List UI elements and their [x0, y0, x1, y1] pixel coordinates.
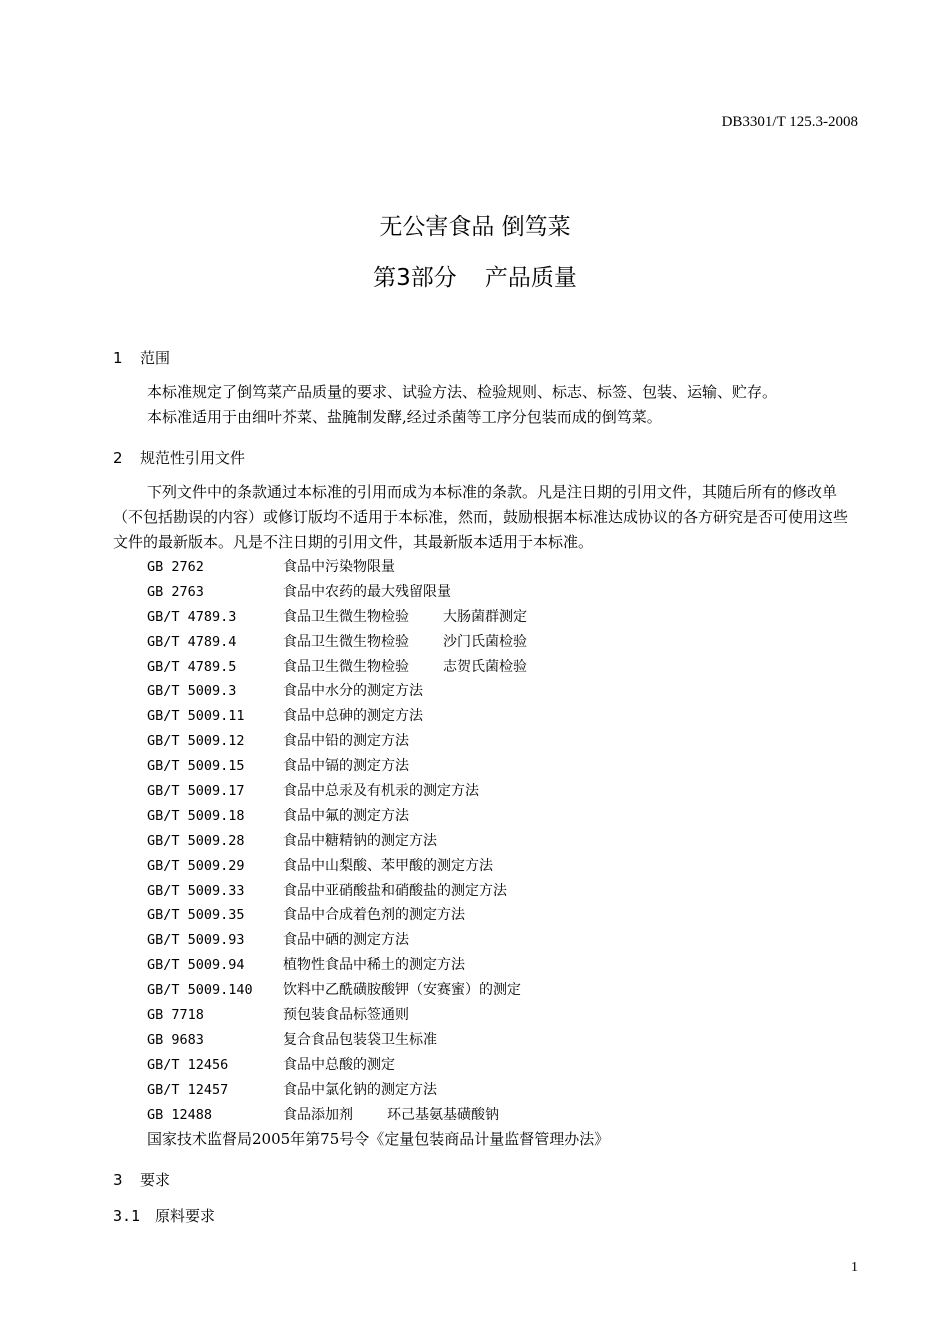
reference-item: [147, 1078, 527, 1103]
reference-title: 食品中糖精钠的测定方法: [283, 832, 437, 849]
section-number: 1: [113, 349, 123, 367]
normative-intro-paragraph: 下列文件中的条款通过本标准的引用而成为本标准的条款。凡是注日期的引用文件，其随后所有的修改单（不包括勘误的内容）或修订版均不适用于本标准，然而，鼓励根据本标准达成协议的各方研究是否可使用这些文件的最新版本。凡是不注日期的引用文件，其最新版本适用于本标准。: [113, 483, 849, 551]
reference-title: 食品中总砷的测定方法: [283, 708, 423, 725]
reference-title: 食品中山梨酸、苯甲酸的测定方法: [283, 857, 493, 874]
reference-subtitle: 志贺氏菌检验: [443, 658, 527, 675]
reference-title: 食品卫生微生物检验: [283, 608, 409, 625]
reference-title: 食品中农药的最大残留限量: [283, 583, 451, 600]
section-number: 3: [113, 1171, 123, 1189]
reference-code: GB/T 4789.3: [147, 608, 237, 625]
reference-code: GB/T 5009.11: [147, 708, 245, 725]
reference-code: GB/T 4789.5: [147, 658, 237, 675]
reference-item: [147, 779, 527, 804]
reference-code: GB 9683: [147, 1031, 204, 1048]
reference-code: GB/T 5009.29: [147, 857, 245, 874]
reference-code: GB/T 4789.4: [147, 633, 237, 650]
reference-code: GB/T 5009.28: [147, 832, 245, 849]
reference-item: [147, 679, 527, 704]
reference-item: [147, 580, 527, 605]
reference-code: GB/T 5009.18: [147, 807, 245, 824]
reference-code: GB/T 5009.93: [147, 932, 245, 949]
reference-item: [147, 953, 527, 978]
reference-code: GB/T 5009.94: [147, 957, 245, 974]
reference-code: GB/T 5009.15: [147, 758, 245, 775]
reference-code: GB/T 5009.17: [147, 783, 245, 800]
reference-code: GB/T 5009.33: [147, 882, 245, 899]
section-number: 2: [113, 449, 123, 467]
reference-code: GB/T 5009.140: [147, 982, 253, 999]
section-heading-normative-references: [113, 447, 245, 468]
reference-title: 饮料中乙酰磺胺酸钾（安赛蜜）的测定: [283, 982, 521, 999]
section-heading-scope: [113, 347, 170, 368]
reference-code: GB 2763: [147, 583, 204, 600]
subsection-number: 3.1: [113, 1207, 141, 1225]
reference-item: [147, 978, 527, 1003]
reference-title: 食品中总酸的测定: [283, 1056, 395, 1073]
reference-code: GB/T 5009.12: [147, 733, 245, 750]
subsection-title: 原料要求: [155, 1207, 216, 1225]
document-part-title: [0, 259, 950, 292]
reference-title: 食品中镉的测定方法: [283, 758, 409, 775]
document-title: 无公害食品 倒笃菜: [379, 214, 571, 240]
reference-item: [147, 655, 527, 680]
reference-code: GB 2762: [147, 559, 204, 575]
scope-paragraph-2: 本标准适用于由细叶芥菜、盐腌制发酵,经过杀菌等工序分包装而成的倒笃菜。: [147, 408, 662, 426]
reference-item: [147, 829, 527, 854]
reference-title: 食品中合成着色剂的测定方法: [283, 907, 465, 924]
reference-item: [147, 903, 527, 928]
reference-code: GB 12488: [147, 1106, 213, 1123]
reference-title: 食品中水分的测定方法: [283, 683, 423, 700]
section-title: 范围: [140, 349, 171, 367]
part-name: 产品质量: [484, 265, 577, 291]
reference-code: GB 7718: [147, 1007, 204, 1024]
page-number: 1: [851, 1260, 858, 1275]
reference-title: 食品中铅的测定方法: [283, 733, 409, 750]
reference-title: 食品中污染物限量: [283, 559, 395, 575]
reference-item: [147, 1103, 527, 1128]
reference-item: [147, 630, 527, 655]
scope-paragraph-1: 本标准规定了倒笃菜产品质量的要求、试验方法、检验规则、标志、标签、包装、运输、贮存。: [147, 383, 778, 401]
reference-item: [147, 804, 527, 829]
reference-title: 复合食品包装袋卫生标准: [283, 1031, 437, 1048]
reference-title: 预包装食品标签通则: [283, 1007, 409, 1024]
reference-title: 食品中硒的测定方法: [283, 932, 409, 949]
reference-subtitle: 沙门氏菌检验: [443, 633, 527, 650]
reference-title: 食品中氟的测定方法: [283, 807, 409, 824]
reference-item: [147, 1003, 527, 1028]
section-title: 规范性引用文件: [140, 449, 246, 467]
reference-item: [147, 1053, 527, 1078]
part-number: 第3部分: [373, 265, 457, 291]
section-title: 要求: [140, 1171, 171, 1189]
reference-item: [147, 704, 527, 729]
subsection-heading-raw-materials: [113, 1205, 215, 1226]
reference-title: 食品卫生微生物检验: [283, 633, 409, 650]
reference-code: GB/T 12456: [147, 1056, 229, 1073]
document-code: DB3301/T 125.3-2008: [721, 114, 858, 130]
reference-item: [147, 555, 527, 580]
reference-item: [147, 1028, 527, 1053]
reference-title: 植物性食品中稀土的测定方法: [283, 957, 465, 974]
section-heading-requirements: [113, 1169, 170, 1190]
reference-code: GB/T 5009.35: [147, 907, 245, 924]
reference-code: GB/T 5009.3: [147, 683, 237, 700]
reference-title: 食品中氯化钠的测定方法: [283, 1081, 437, 1098]
reference-item: [147, 879, 527, 904]
decree-reference: 国家技术监督局2005年第75号令《定量包装商品计量监督管理办法》: [147, 1130, 610, 1148]
reference-title: 食品添加剂: [283, 1106, 353, 1123]
reference-subtitle: 环己基氨基磺酸钠: [387, 1106, 499, 1123]
reference-item: [147, 928, 527, 953]
reference-subtitle: 大肠菌群测定: [443, 608, 527, 625]
reference-code: GB/T 12457: [147, 1081, 229, 1098]
reference-list: [147, 555, 527, 1127]
reference-item: [147, 605, 527, 630]
reference-item: [147, 854, 527, 879]
reference-title: 食品卫生微生物检验: [283, 658, 409, 675]
reference-item: [147, 754, 527, 779]
reference-item: [147, 729, 527, 754]
reference-title: 食品中亚硝酸盐和硝酸盐的测定方法: [283, 882, 507, 899]
reference-title: 食品中总汞及有机汞的测定方法: [283, 783, 479, 800]
